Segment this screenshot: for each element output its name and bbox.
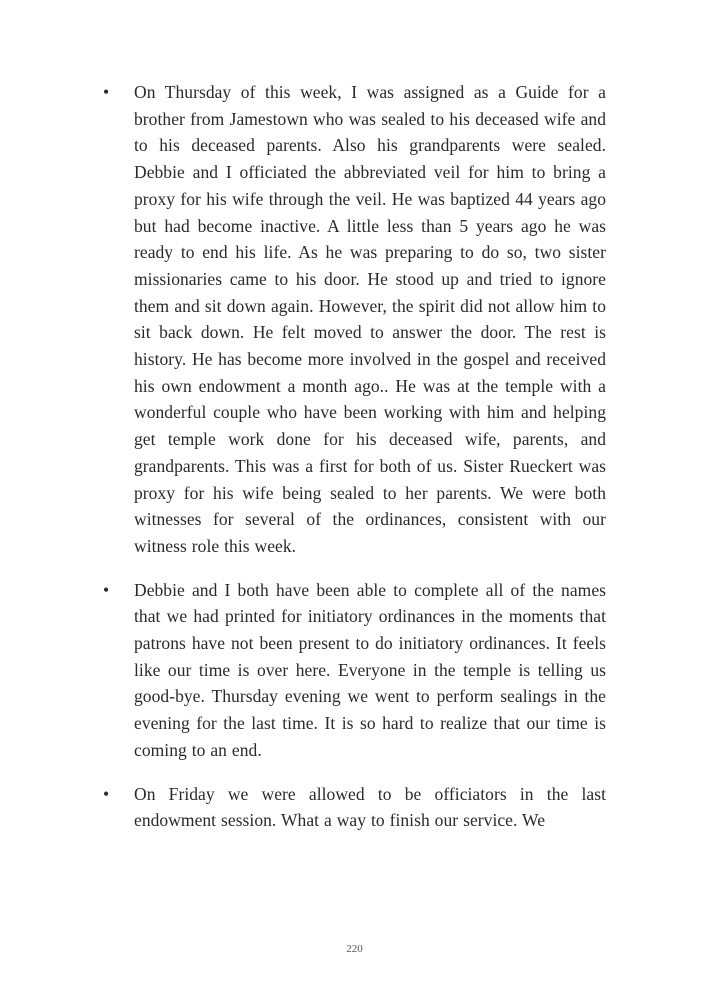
bullet-text: On Friday we were allowed to be officiators in the last endowment session. What a way to finish our service. We: [134, 783, 606, 831]
bullet-item-thursday-guide: [100, 79, 606, 560]
bullet-icon: •: [103, 783, 110, 804]
bullet-list: [100, 79, 606, 851]
bullet-item-initiatory: [100, 577, 606, 764]
bullet-text: Debbie and I both have been able to complete all of the names that we had printed for initiatory ordinances in the moments that patrons have not been present to do initiatory ordinances. It feels like our time is over here. Everyone in the temple is telling us good-bye. Thursday evening we went to perform sealings in the evening for the last time. It is so hard to realize that our time is coming to an end.: [134, 579, 606, 760]
page-number: 220: [346, 943, 363, 955]
bullet-icon: •: [103, 82, 110, 102]
bullet-item-friday-officiators: [100, 781, 606, 834]
bullet-text: On Thursday of this week, I was assigned as a Guide for a brother from Jamestown who was sealed to his deceased wife and to his deceased parents. Also his grandparents were sealed. Debbie and I officiated the abbreviated veil for him to bring a proxy for his wife through the veil. He was baptized 44 years ago but had become inactive. A little less than 5 years ago he was ready to end his life. As he was preparing to do so, two sister missionaries came to his door. He stood up and tried to ignore them and sit down again. However, the spirit did not allow him to sit back down. He felt moved to answer the door. The rest is history. He has become more involved in the gospel and received his own endowment a month ago.. He was at the temple with a wonderful couple who have been working with him and helping get temple work done for his deceased wife, parents, and grandparents. This was a first for both of us. Sister Rueckert was proxy for his wife being sealed to her parents. We were both witnesses for several of the ordinances, consistent with our witness role this week.: [134, 82, 606, 556]
bullet-icon: •: [103, 579, 110, 600]
